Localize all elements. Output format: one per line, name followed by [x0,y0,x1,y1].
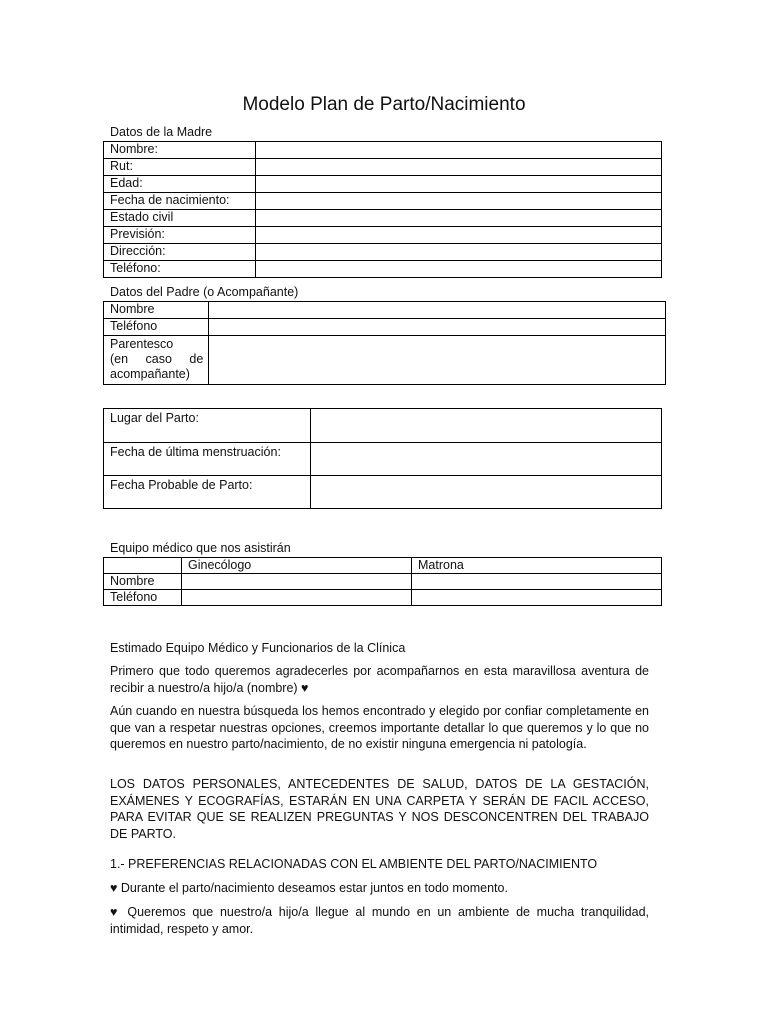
father-section-label: Datos del Padre (o Acompañante) [110,285,299,299]
field-value[interactable] [209,319,666,336]
field-label: Fecha Probable de Parto: [104,476,311,509]
table-row [104,261,662,278]
field-value[interactable] [311,409,662,443]
letter-greeting: Estimado Equipo Médico y Funcionarios de la Clínica [110,641,406,655]
field-value[interactable] [209,336,666,385]
table-row [104,574,662,590]
field-label: Lugar del Parto: [104,409,311,443]
field-label: Teléfono [104,319,209,336]
field-label: Previsión: [104,227,256,244]
letter-paragraph: Aún cuando en nuestra búsqueda los hemos encontrado y elegido por confiar completamente en que van a respetar nuestras opciones, creemos importante detallar lo que queremos y lo que no queremos en nuestro parto/nacimiento, de no existir ninguna emergencia ni patología. [110,704,649,751]
table-row [104,302,666,319]
team-section-label: Equipo médico que nos asistirán [110,541,291,555]
mother-table [103,141,662,278]
field-label: Edad: [104,176,256,193]
table-row [104,319,666,336]
field-value[interactable] [256,210,662,227]
field-value[interactable] [412,590,662,606]
row-header: Teléfono [104,590,182,606]
field-value[interactable] [412,574,662,590]
field-label: Estado civil [104,210,256,227]
field-label-parentesco [104,336,209,385]
table-row [104,336,666,385]
field-value[interactable] [256,244,662,261]
parentesco-line-1: Parentesco [110,337,174,351]
table-row [104,443,662,476]
field-label: Teléfono: [104,261,256,278]
empty-header-cell [104,558,182,574]
parentesco-line-2: (en caso de [110,352,204,366]
field-value[interactable] [256,159,662,176]
field-value[interactable] [256,176,662,193]
field-value[interactable] [256,227,662,244]
field-value[interactable] [182,574,412,590]
field-value[interactable] [256,261,662,278]
table-row [104,176,662,193]
parentesco-line-3: acompañante) [110,367,190,381]
letter-paragraph-uppercase: LOS DATOS PERSONALES, ANTECEDENTES DE SALUD, DATOS DE LA GESTACIÓN, EXÁMENES Y ECOGRAFÍAS, ESTARÁN EN UNA CARPETA Y SERÁN DE FACIL ACCESO, PARA EVITAR QUE SE REALIZEN PREGUNTAS Y NOS DESCONCENTREN DEL TRABAJO DE PARTO. [110,777,649,841]
table-row [104,409,662,443]
column-header: Ginecólogo [182,558,412,574]
table-row [104,244,662,261]
section-heading: 1.- PREFERENCIAS RELACIONADAS CON EL AMBIENTE DEL PARTO/NACIMIENTO [110,857,598,871]
table-header-row [104,558,662,574]
field-label: Nombre [104,302,209,319]
field-label: Fecha de nacimiento: [104,193,256,210]
birth-info-table [103,408,662,509]
father-table [103,301,666,385]
medical-team-table [103,557,662,606]
table-row [104,476,662,509]
table-row [104,193,662,210]
table-row [104,210,662,227]
field-value[interactable] [311,476,662,509]
field-label: Dirección: [104,244,256,261]
bullet-item: ♥ Queremos que nuestro/a hijo/a llegue al mundo en un ambiente de mucha tranquilidad, intimidad, respeto y amor. [110,905,649,936]
field-label: Nombre: [104,142,256,159]
letter-paragraph: Primero que todo queremos agradecerles por acompañarnos en esta maravillosa aventura de recibir a nuestro/a hijo/a (nombre) ♥ [110,664,649,695]
page-title: Modelo Plan de Parto/Nacimiento [242,94,526,115]
mother-section-label: Datos de la Madre [110,125,213,139]
field-value[interactable] [256,142,662,159]
table-row [104,142,662,159]
field-value[interactable] [256,193,662,210]
field-value[interactable] [209,302,666,319]
bullet-item: ♥ Durante el parto/nacimiento deseamos estar juntos en todo momento. [110,881,508,895]
field-value[interactable] [182,590,412,606]
table-row [104,227,662,244]
field-label: Rut: [104,159,256,176]
row-header: Nombre [104,574,182,590]
field-value[interactable] [311,443,662,476]
table-row [104,590,662,606]
column-header: Matrona [412,558,662,574]
table-row [104,159,662,176]
field-label: Fecha de última menstruación: [104,443,311,476]
